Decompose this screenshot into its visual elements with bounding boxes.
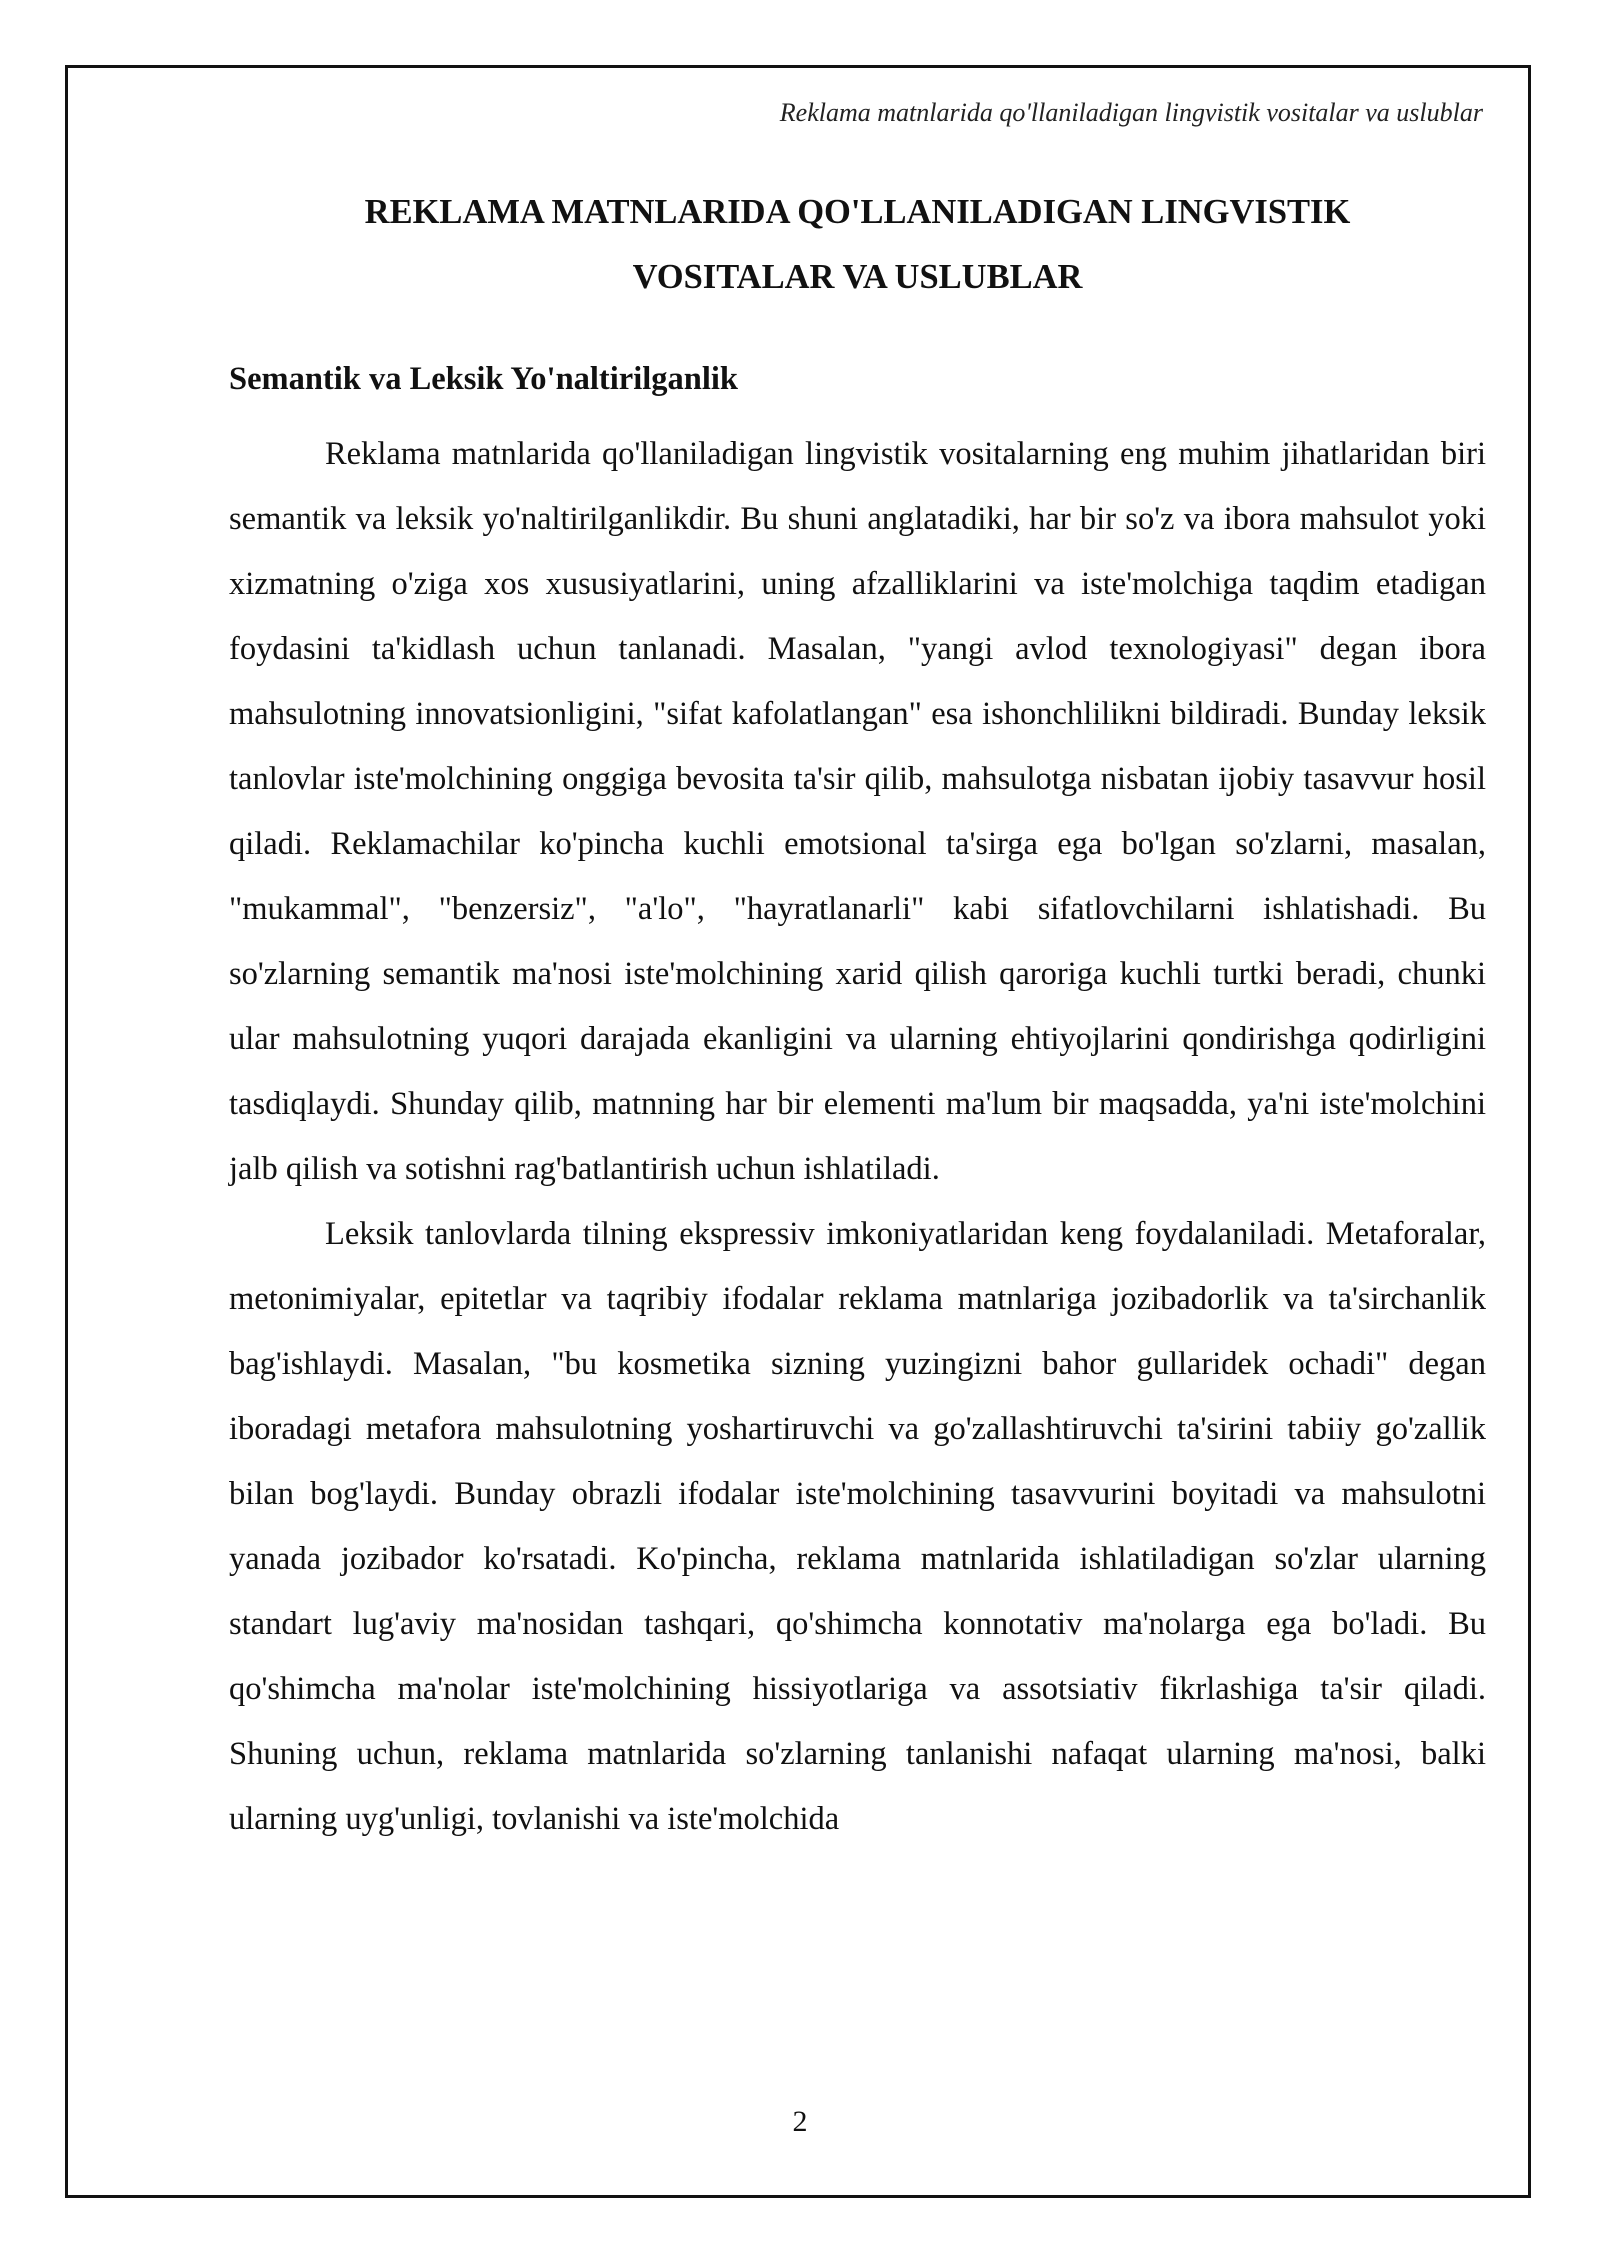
body-paragraph-1: Reklama matnlarida qo'llaniladigan lingvistik vositalarning eng muhim jihatlaridan biri semantik va leksik yo'naltirilganlikdir. Bu shuni anglatadiki, har bir so'z va ibora mahsulot yoki xizmatning o'ziga xos xususiyatlarini, uning afzalliklarini va iste'molchiga taqdim etadigan foydasini ta'kidlash uchun tanlanadi. Masalan, "yangi avlod texnologiyasi" degan ibora mahsulotning innovatsionligini, "sifat kafolatlangan" esa ishonchlilikni bildiradi. Bunday leksik tanlovlar iste'molchining onggiga bevosita ta'sir qilib, mahsulotga nisbatan ijobiy tasavvur hosil qiladi. Reklamachilar ko'pincha kuchli emotsional ta'sirga ega bo'lgan so'zlarni, masalan, "mukammal", "benzersiz", "a'lo", "hayratlanarli" kabi sifatlovchilarni ishlatishadi. Bu so'zlarning semantik ma'nosi iste'molchining xarid qilish qaroriga kuchli turtki beradi, chunki ular mahsulotning yuqori darajada ekanligini va ularning ehtiyojlarini qondirishga qodirligini tasdiqlaydi. Shunday qilib, matnning har bir elementi ma'lum bir maqsadda, ya'ni iste'molchini jalb qilish va sotishni rag'batlantirish uchun ishlatiladi. bbox=[229, 436, 1486, 1187]
body-paragraph-2: Leksik tanlovlarda tilning ekspressiv imkoniyatlaridan keng foydalaniladi. Metaforalar, metonimiyalar, epitetlar va taqribiy ifodalar reklama matnlariga jozibadorlik va ta'sirchanlik bag'ishlaydi. Masalan, "bu kosmetika sizning yuzingizni bahor gullaridek ochadi" degan iboradagi metafora mahsulotning yoshartiruvchi va go'zallashtiruvchi ta'sirini tabiiy go'zallik bilan bog'laydi. Bunday obrazli ifodalar iste'molchining tasavvurini boyitadi va mahsulotni yanada jozibador ko'rsatadi. Ko'pincha, reklama matnlarida ishlatiladigan so'zlar ularning standart lug'aviy ma'nosidan tashqari, qo'shimcha konnotativ ma'nolarga ega bo'ladi. Bu qo'shimcha ma'nolar iste'molchining hissiyotlariga va assotsiativ fikrlashiga ta'sir qiladi. Shuning uchun, reklama matnlarida so'zlarning tanlanishi nafaqat ularning ma'nosi, balki ularning uyg'unligi, tovlanishi va iste'molchida bbox=[229, 1216, 1486, 1837]
running-header: Reklama matnlarida qo'llaniladigan lingvistik vositalar va uslublar bbox=[779, 98, 1483, 127]
document-title bbox=[229, 180, 1486, 310]
page-number: 2 bbox=[792, 2105, 808, 2138]
document-title-line-1: REKLAMA MATNLARIDA QO'LLANILADIGAN LINGVISTIK bbox=[364, 193, 1351, 231]
page-content bbox=[229, 180, 1486, 1852]
section-heading: Semantik va Leksik Yo'naltirilganlik bbox=[229, 361, 738, 397]
document-title-line-2: VOSITALAR VA USLUBLAR bbox=[632, 258, 1083, 296]
